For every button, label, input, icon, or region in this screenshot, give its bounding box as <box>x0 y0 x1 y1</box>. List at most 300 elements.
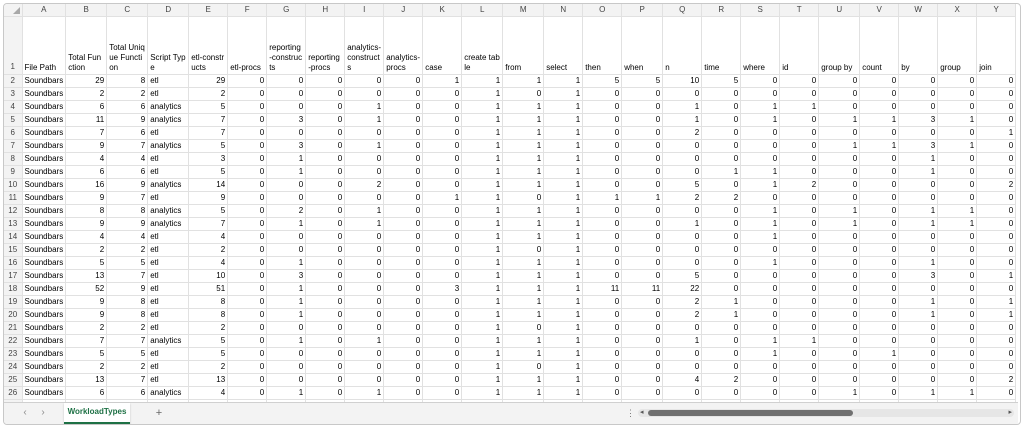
data-cell[interactable]: 5 <box>189 140 228 153</box>
data-cell[interactable]: 10 <box>663 75 702 88</box>
data-cell[interactable]: 1 <box>544 205 583 218</box>
data-cell[interactable]: 0 <box>503 244 544 257</box>
data-cell[interactable]: 0 <box>702 322 741 335</box>
data-cell[interactable]: 0 <box>780 348 819 361</box>
data-cell[interactable]: 1 <box>819 114 860 127</box>
data-cell[interactable]: 0 <box>306 140 345 153</box>
column-letter-header[interactable]: X <box>938 4 977 17</box>
data-cell[interactable]: 0 <box>663 140 702 153</box>
data-cell[interactable]: 5 <box>66 257 107 270</box>
data-cell[interactable]: 0 <box>780 127 819 140</box>
data-cell[interactable]: 1 <box>462 387 503 400</box>
data-cell[interactable]: 5 <box>189 335 228 348</box>
data-cell[interactable]: 0 <box>938 179 977 192</box>
data-cell[interactable]: 1 <box>462 140 503 153</box>
data-cell[interactable]: 0 <box>384 166 423 179</box>
data-cell[interactable]: 1 <box>741 205 780 218</box>
data-cell[interactable]: Soundbars <box>22 283 66 296</box>
data-cell[interactable]: 2 <box>267 205 306 218</box>
data-cell[interactable]: 0 <box>860 309 899 322</box>
data-cell[interactable]: Soundbars <box>22 192 66 205</box>
data-cell[interactable]: etl <box>148 257 189 270</box>
data-cell[interactable]: 0 <box>702 179 741 192</box>
data-cell[interactable]: 1 <box>462 192 503 205</box>
header-cell[interactable]: count <box>860 17 899 75</box>
data-cell[interactable]: 0 <box>384 322 423 335</box>
data-cell[interactable]: 0 <box>423 348 462 361</box>
data-cell[interactable]: 14 <box>189 179 228 192</box>
data-cell[interactable]: 0 <box>622 88 663 101</box>
data-cell[interactable]: 1 <box>462 335 503 348</box>
data-cell[interactable]: 1 <box>503 140 544 153</box>
data-cell[interactable]: 0 <box>780 114 819 127</box>
data-cell[interactable]: 0 <box>228 231 267 244</box>
data-cell[interactable]: 1 <box>345 205 384 218</box>
data-cell[interactable]: 0 <box>423 335 462 348</box>
data-cell[interactable]: 7 <box>66 127 107 140</box>
data-cell[interactable]: 0 <box>423 218 462 231</box>
data-cell[interactable]: 0 <box>583 257 622 270</box>
data-cell[interactable]: 0 <box>583 179 622 192</box>
row-number[interactable]: 4 <box>4 101 22 114</box>
data-cell[interactable]: 4 <box>189 387 228 400</box>
data-cell[interactable]: 0 <box>663 322 702 335</box>
data-cell[interactable]: 0 <box>860 205 899 218</box>
row-number[interactable]: 16 <box>4 257 22 270</box>
data-cell[interactable]: 0 <box>583 88 622 101</box>
data-cell[interactable]: 1 <box>741 231 780 244</box>
header-cell[interactable]: by <box>899 17 938 75</box>
data-cell[interactable]: 0 <box>977 361 1016 374</box>
data-cell[interactable]: 0 <box>819 270 860 283</box>
data-cell[interactable]: etl <box>148 270 189 283</box>
header-cell[interactable]: analytics-procs <box>384 17 423 75</box>
data-cell[interactable]: 5 <box>189 348 228 361</box>
data-cell[interactable]: 0 <box>345 153 384 166</box>
data-cell[interactable]: 0 <box>899 283 938 296</box>
data-cell[interactable]: 9 <box>107 114 148 127</box>
row-number[interactable]: 9 <box>4 166 22 179</box>
data-cell[interactable]: 1 <box>503 348 544 361</box>
data-cell[interactable]: 3 <box>267 270 306 283</box>
data-cell[interactable]: 0 <box>622 296 663 309</box>
data-cell[interactable]: 0 <box>622 205 663 218</box>
data-cell[interactable]: 1 <box>503 114 544 127</box>
column-letter-header[interactable]: V <box>860 4 899 17</box>
prev-sheet-arrow-icon[interactable]: ‹ <box>23 407 27 418</box>
data-cell[interactable]: 1 <box>544 192 583 205</box>
header-cell[interactable]: id <box>780 17 819 75</box>
data-cell[interactable]: 1 <box>741 257 780 270</box>
data-cell[interactable]: 0 <box>819 88 860 101</box>
data-cell[interactable]: 0 <box>860 127 899 140</box>
data-cell[interactable]: 0 <box>860 192 899 205</box>
header-cell[interactable]: Script Type <box>148 17 189 75</box>
data-cell[interactable]: 11 <box>66 114 107 127</box>
column-letter-header[interactable]: P <box>622 4 663 17</box>
data-cell[interactable]: 0 <box>860 270 899 283</box>
data-cell[interactable]: 0 <box>583 127 622 140</box>
data-cell[interactable]: 0 <box>977 257 1016 270</box>
data-cell[interactable]: 0 <box>228 348 267 361</box>
data-cell[interactable]: 0 <box>938 231 977 244</box>
data-cell[interactable]: 0 <box>306 283 345 296</box>
data-cell[interactable]: 0 <box>938 192 977 205</box>
row-number[interactable]: 17 <box>4 270 22 283</box>
data-cell[interactable]: 5 <box>189 166 228 179</box>
data-cell[interactable]: 0 <box>780 270 819 283</box>
row-number[interactable]: 26 <box>4 387 22 400</box>
data-cell[interactable]: 0 <box>423 127 462 140</box>
data-cell[interactable]: 1 <box>462 283 503 296</box>
data-cell[interactable]: 9 <box>107 179 148 192</box>
data-cell[interactable]: 0 <box>741 322 780 335</box>
add-sheet-icon[interactable]: + <box>155 407 163 419</box>
data-cell[interactable]: 0 <box>423 140 462 153</box>
data-cell[interactable]: 0 <box>622 231 663 244</box>
data-cell[interactable]: 0 <box>622 335 663 348</box>
data-cell[interactable]: 9 <box>107 283 148 296</box>
data-cell[interactable]: 1 <box>462 374 503 387</box>
data-cell[interactable]: 0 <box>306 309 345 322</box>
row-number[interactable]: 20 <box>4 309 22 322</box>
data-cell[interactable]: 1 <box>741 166 780 179</box>
data-cell[interactable]: Soundbars <box>22 205 66 218</box>
data-cell[interactable]: 0 <box>306 75 345 88</box>
data-cell[interactable]: 0 <box>702 153 741 166</box>
data-cell[interactable]: 1 <box>544 387 583 400</box>
data-cell[interactable]: 1 <box>503 153 544 166</box>
data-cell[interactable]: 0 <box>899 244 938 257</box>
row-number[interactable]: 13 <box>4 218 22 231</box>
data-cell[interactable]: 0 <box>267 244 306 257</box>
data-cell[interactable]: 2 <box>66 244 107 257</box>
data-cell[interactable]: 1 <box>544 218 583 231</box>
data-cell[interactable]: 0 <box>741 192 780 205</box>
data-cell[interactable]: 1 <box>702 166 741 179</box>
data-cell[interactable]: 2 <box>189 88 228 101</box>
data-cell[interactable]: 0 <box>306 270 345 283</box>
data-cell[interactable]: 2 <box>702 374 741 387</box>
data-cell[interactable]: 1 <box>544 348 583 361</box>
data-cell[interactable]: 0 <box>899 127 938 140</box>
data-cell[interactable]: 1 <box>899 257 938 270</box>
data-cell[interactable]: 0 <box>741 127 780 140</box>
data-cell[interactable]: 2 <box>107 361 148 374</box>
data-cell[interactable]: 0 <box>306 114 345 127</box>
data-cell[interactable]: 1 <box>462 88 503 101</box>
column-letter-header[interactable]: T <box>780 4 819 17</box>
data-cell[interactable]: 0 <box>228 374 267 387</box>
data-cell[interactable]: 0 <box>306 296 345 309</box>
data-cell[interactable]: 5 <box>622 75 663 88</box>
data-cell[interactable]: 5 <box>189 101 228 114</box>
data-cell[interactable]: 0 <box>583 166 622 179</box>
data-cell[interactable]: Soundbars <box>22 101 66 114</box>
data-cell[interactable]: 0 <box>819 348 860 361</box>
header-cell[interactable]: analytics-constructs <box>345 17 384 75</box>
data-cell[interactable]: 0 <box>423 374 462 387</box>
data-cell[interactable]: 0 <box>423 153 462 166</box>
data-cell[interactable]: 2 <box>977 179 1016 192</box>
column-letter-header[interactable]: F <box>228 4 267 17</box>
data-cell[interactable]: 0 <box>583 309 622 322</box>
data-cell[interactable]: 0 <box>306 192 345 205</box>
data-cell[interactable]: 0 <box>306 257 345 270</box>
data-cell[interactable]: 1 <box>503 309 544 322</box>
data-cell[interactable]: 0 <box>899 179 938 192</box>
data-cell[interactable]: 1 <box>741 218 780 231</box>
tab-split-handle-icon[interactable]: ⋮ <box>626 408 635 418</box>
data-cell[interactable]: 0 <box>780 361 819 374</box>
data-cell[interactable]: Soundbars <box>22 387 66 400</box>
data-cell[interactable]: 0 <box>583 101 622 114</box>
data-cell[interactable]: 0 <box>345 348 384 361</box>
data-cell[interactable]: 1 <box>544 335 583 348</box>
data-cell[interactable]: 0 <box>384 270 423 283</box>
data-cell[interactable]: 5 <box>702 75 741 88</box>
data-cell[interactable]: 0 <box>819 322 860 335</box>
data-cell[interactable]: 0 <box>977 192 1016 205</box>
data-cell[interactable]: 0 <box>306 218 345 231</box>
header-cell[interactable]: Total Function <box>66 17 107 75</box>
data-cell[interactable]: 2 <box>189 361 228 374</box>
header-cell[interactable]: case <box>423 17 462 75</box>
data-cell[interactable]: 0 <box>384 88 423 101</box>
data-cell[interactable]: 0 <box>860 387 899 400</box>
data-cell[interactable]: 0 <box>780 309 819 322</box>
data-cell[interactable]: 5 <box>663 270 702 283</box>
data-cell[interactable]: 1 <box>345 140 384 153</box>
data-cell[interactable]: Soundbars <box>22 270 66 283</box>
data-cell[interactable]: 0 <box>899 322 938 335</box>
data-cell[interactable]: 0 <box>819 296 860 309</box>
data-cell[interactable]: 0 <box>384 348 423 361</box>
data-cell[interactable]: 0 <box>819 374 860 387</box>
data-cell[interactable]: 0 <box>228 218 267 231</box>
row-number[interactable]: 2 <box>4 75 22 88</box>
data-cell[interactable]: 0 <box>423 270 462 283</box>
data-cell[interactable]: 0 <box>819 244 860 257</box>
data-cell[interactable]: 16 <box>66 179 107 192</box>
data-cell[interactable]: 0 <box>503 192 544 205</box>
data-cell[interactable]: 0 <box>345 322 384 335</box>
data-cell[interactable]: Soundbars <box>22 244 66 257</box>
column-letter-header[interactable]: J <box>384 4 423 17</box>
data-cell[interactable]: 1 <box>899 387 938 400</box>
data-cell[interactable]: 0 <box>899 75 938 88</box>
data-cell[interactable]: 1 <box>503 127 544 140</box>
data-cell[interactable]: 8 <box>107 75 148 88</box>
data-cell[interactable]: 6 <box>107 166 148 179</box>
data-cell[interactable]: 0 <box>977 283 1016 296</box>
data-cell[interactable]: 1 <box>544 374 583 387</box>
data-cell[interactable]: 0 <box>267 127 306 140</box>
data-cell[interactable]: 0 <box>899 335 938 348</box>
data-cell[interactable]: 0 <box>583 231 622 244</box>
data-cell[interactable]: 0 <box>423 166 462 179</box>
data-cell[interactable]: 0 <box>267 179 306 192</box>
data-cell[interactable]: 0 <box>345 127 384 140</box>
data-cell[interactable]: Soundbars <box>22 218 66 231</box>
data-cell[interactable]: 0 <box>345 88 384 101</box>
data-cell[interactable]: 0 <box>819 283 860 296</box>
data-cell[interactable]: Soundbars <box>22 127 66 140</box>
data-cell[interactable]: 0 <box>780 322 819 335</box>
data-cell[interactable]: 7 <box>66 335 107 348</box>
data-cell[interactable]: 0 <box>938 296 977 309</box>
data-cell[interactable]: 0 <box>860 88 899 101</box>
data-cell[interactable]: 3 <box>899 270 938 283</box>
data-cell[interactable]: 0 <box>583 374 622 387</box>
data-cell[interactable]: 1 <box>503 166 544 179</box>
data-cell[interactable]: 0 <box>819 166 860 179</box>
data-cell[interactable]: 1 <box>899 205 938 218</box>
data-cell[interactable]: 2 <box>702 192 741 205</box>
data-cell[interactable]: 0 <box>938 374 977 387</box>
data-cell[interactable]: 0 <box>228 270 267 283</box>
data-cell[interactable]: analytics <box>148 335 189 348</box>
data-cell[interactable]: 0 <box>583 335 622 348</box>
data-cell[interactable]: 2 <box>663 296 702 309</box>
data-cell[interactable]: 1 <box>663 335 702 348</box>
column-letter-header[interactable]: S <box>741 4 780 17</box>
data-cell[interactable]: Soundbars <box>22 335 66 348</box>
data-cell[interactable]: 4 <box>663 374 702 387</box>
column-letter-header[interactable]: M <box>503 4 544 17</box>
data-cell[interactable]: 0 <box>977 218 1016 231</box>
row-number[interactable]: 11 <box>4 192 22 205</box>
header-cell[interactable]: reporting-constructs <box>267 17 306 75</box>
data-cell[interactable]: 0 <box>306 387 345 400</box>
data-cell[interactable]: 1 <box>741 348 780 361</box>
data-cell[interactable]: 0 <box>622 309 663 322</box>
data-cell[interactable]: 0 <box>306 153 345 166</box>
data-cell[interactable]: 1 <box>544 101 583 114</box>
data-cell[interactable]: 1 <box>663 101 702 114</box>
data-cell[interactable]: 0 <box>819 75 860 88</box>
data-cell[interactable]: 1 <box>462 322 503 335</box>
data-cell[interactable]: 0 <box>384 283 423 296</box>
data-cell[interactable]: 1 <box>462 153 503 166</box>
data-cell[interactable]: 0 <box>899 192 938 205</box>
data-cell[interactable]: 0 <box>583 348 622 361</box>
data-cell[interactable]: 1 <box>462 205 503 218</box>
data-cell[interactable]: 1 <box>462 296 503 309</box>
data-cell[interactable]: 0 <box>423 257 462 270</box>
data-cell[interactable]: 0 <box>622 140 663 153</box>
data-cell[interactable]: 1 <box>462 218 503 231</box>
data-cell[interactable]: Soundbars <box>22 296 66 309</box>
data-cell[interactable]: analytics <box>148 101 189 114</box>
row-number[interactable]: 24 <box>4 361 22 374</box>
data-cell[interactable]: 0 <box>345 166 384 179</box>
data-cell[interactable]: 0 <box>423 296 462 309</box>
data-cell[interactable]: 0 <box>860 101 899 114</box>
data-cell[interactable]: 0 <box>702 257 741 270</box>
data-cell[interactable]: 0 <box>819 257 860 270</box>
column-letter-header[interactable]: A <box>22 4 66 17</box>
data-cell[interactable]: 5 <box>583 75 622 88</box>
data-cell[interactable]: 8 <box>189 309 228 322</box>
data-cell[interactable]: 1 <box>702 296 741 309</box>
data-cell[interactable]: 0 <box>267 322 306 335</box>
data-cell[interactable]: 0 <box>267 75 306 88</box>
data-cell[interactable]: 0 <box>741 75 780 88</box>
data-cell[interactable]: 0 <box>702 387 741 400</box>
data-cell[interactable]: 1 <box>544 296 583 309</box>
data-cell[interactable]: 0 <box>267 101 306 114</box>
scroll-right-arrow-icon[interactable]: ▸ <box>1008 409 1012 416</box>
data-cell[interactable]: 1 <box>741 335 780 348</box>
data-cell[interactable]: 0 <box>702 205 741 218</box>
data-cell[interactable]: 0 <box>938 88 977 101</box>
data-cell[interactable]: etl <box>148 361 189 374</box>
data-cell[interactable]: 0 <box>345 374 384 387</box>
data-cell[interactable]: 0 <box>702 101 741 114</box>
data-cell[interactable]: 1 <box>503 218 544 231</box>
data-cell[interactable]: 1 <box>899 153 938 166</box>
data-cell[interactable]: 0 <box>583 387 622 400</box>
data-cell[interactable]: 13 <box>66 374 107 387</box>
data-cell[interactable]: 3 <box>423 283 462 296</box>
data-cell[interactable]: Soundbars <box>22 231 66 244</box>
data-cell[interactable]: 0 <box>977 101 1016 114</box>
header-cell[interactable]: group by <box>819 17 860 75</box>
data-cell[interactable]: Soundbars <box>22 166 66 179</box>
data-cell[interactable]: 0 <box>860 257 899 270</box>
data-cell[interactable]: 1 <box>702 309 741 322</box>
data-cell[interactable]: 1 <box>780 101 819 114</box>
data-cell[interactable]: 1 <box>663 218 702 231</box>
data-cell[interactable]: 0 <box>306 88 345 101</box>
data-cell[interactable]: 0 <box>267 231 306 244</box>
data-cell[interactable]: 1 <box>544 322 583 335</box>
data-cell[interactable]: 1 <box>544 361 583 374</box>
data-cell[interactable]: 29 <box>66 75 107 88</box>
data-cell[interactable]: 0 <box>345 270 384 283</box>
data-cell[interactable]: 1 <box>462 231 503 244</box>
header-cell[interactable]: when <box>622 17 663 75</box>
data-cell[interactable]: 0 <box>228 387 267 400</box>
data-cell[interactable]: 0 <box>622 218 663 231</box>
data-cell[interactable]: 0 <box>228 75 267 88</box>
data-cell[interactable]: etl <box>148 322 189 335</box>
data-cell[interactable]: 0 <box>780 153 819 166</box>
data-cell[interactable]: 0 <box>977 205 1016 218</box>
data-cell[interactable]: 0 <box>267 192 306 205</box>
data-cell[interactable]: 0 <box>819 335 860 348</box>
data-cell[interactable]: 0 <box>819 231 860 244</box>
data-cell[interactable]: 0 <box>384 114 423 127</box>
data-cell[interactable]: 0 <box>741 88 780 101</box>
data-cell[interactable]: 0 <box>663 361 702 374</box>
data-cell[interactable]: 0 <box>663 205 702 218</box>
data-cell[interactable]: 0 <box>780 192 819 205</box>
data-cell[interactable]: 0 <box>228 296 267 309</box>
data-cell[interactable]: 0 <box>583 114 622 127</box>
data-cell[interactable]: 1 <box>503 296 544 309</box>
data-cell[interactable]: etl <box>148 283 189 296</box>
header-cell[interactable]: select <box>544 17 583 75</box>
data-cell[interactable]: 2 <box>107 244 148 257</box>
data-cell[interactable]: 0 <box>503 361 544 374</box>
data-cell[interactable]: 0 <box>423 88 462 101</box>
data-cell[interactable]: Soundbars <box>22 257 66 270</box>
column-letter-header[interactable]: C <box>107 4 148 17</box>
data-cell[interactable]: 9 <box>66 296 107 309</box>
data-cell[interactable]: 1 <box>544 166 583 179</box>
